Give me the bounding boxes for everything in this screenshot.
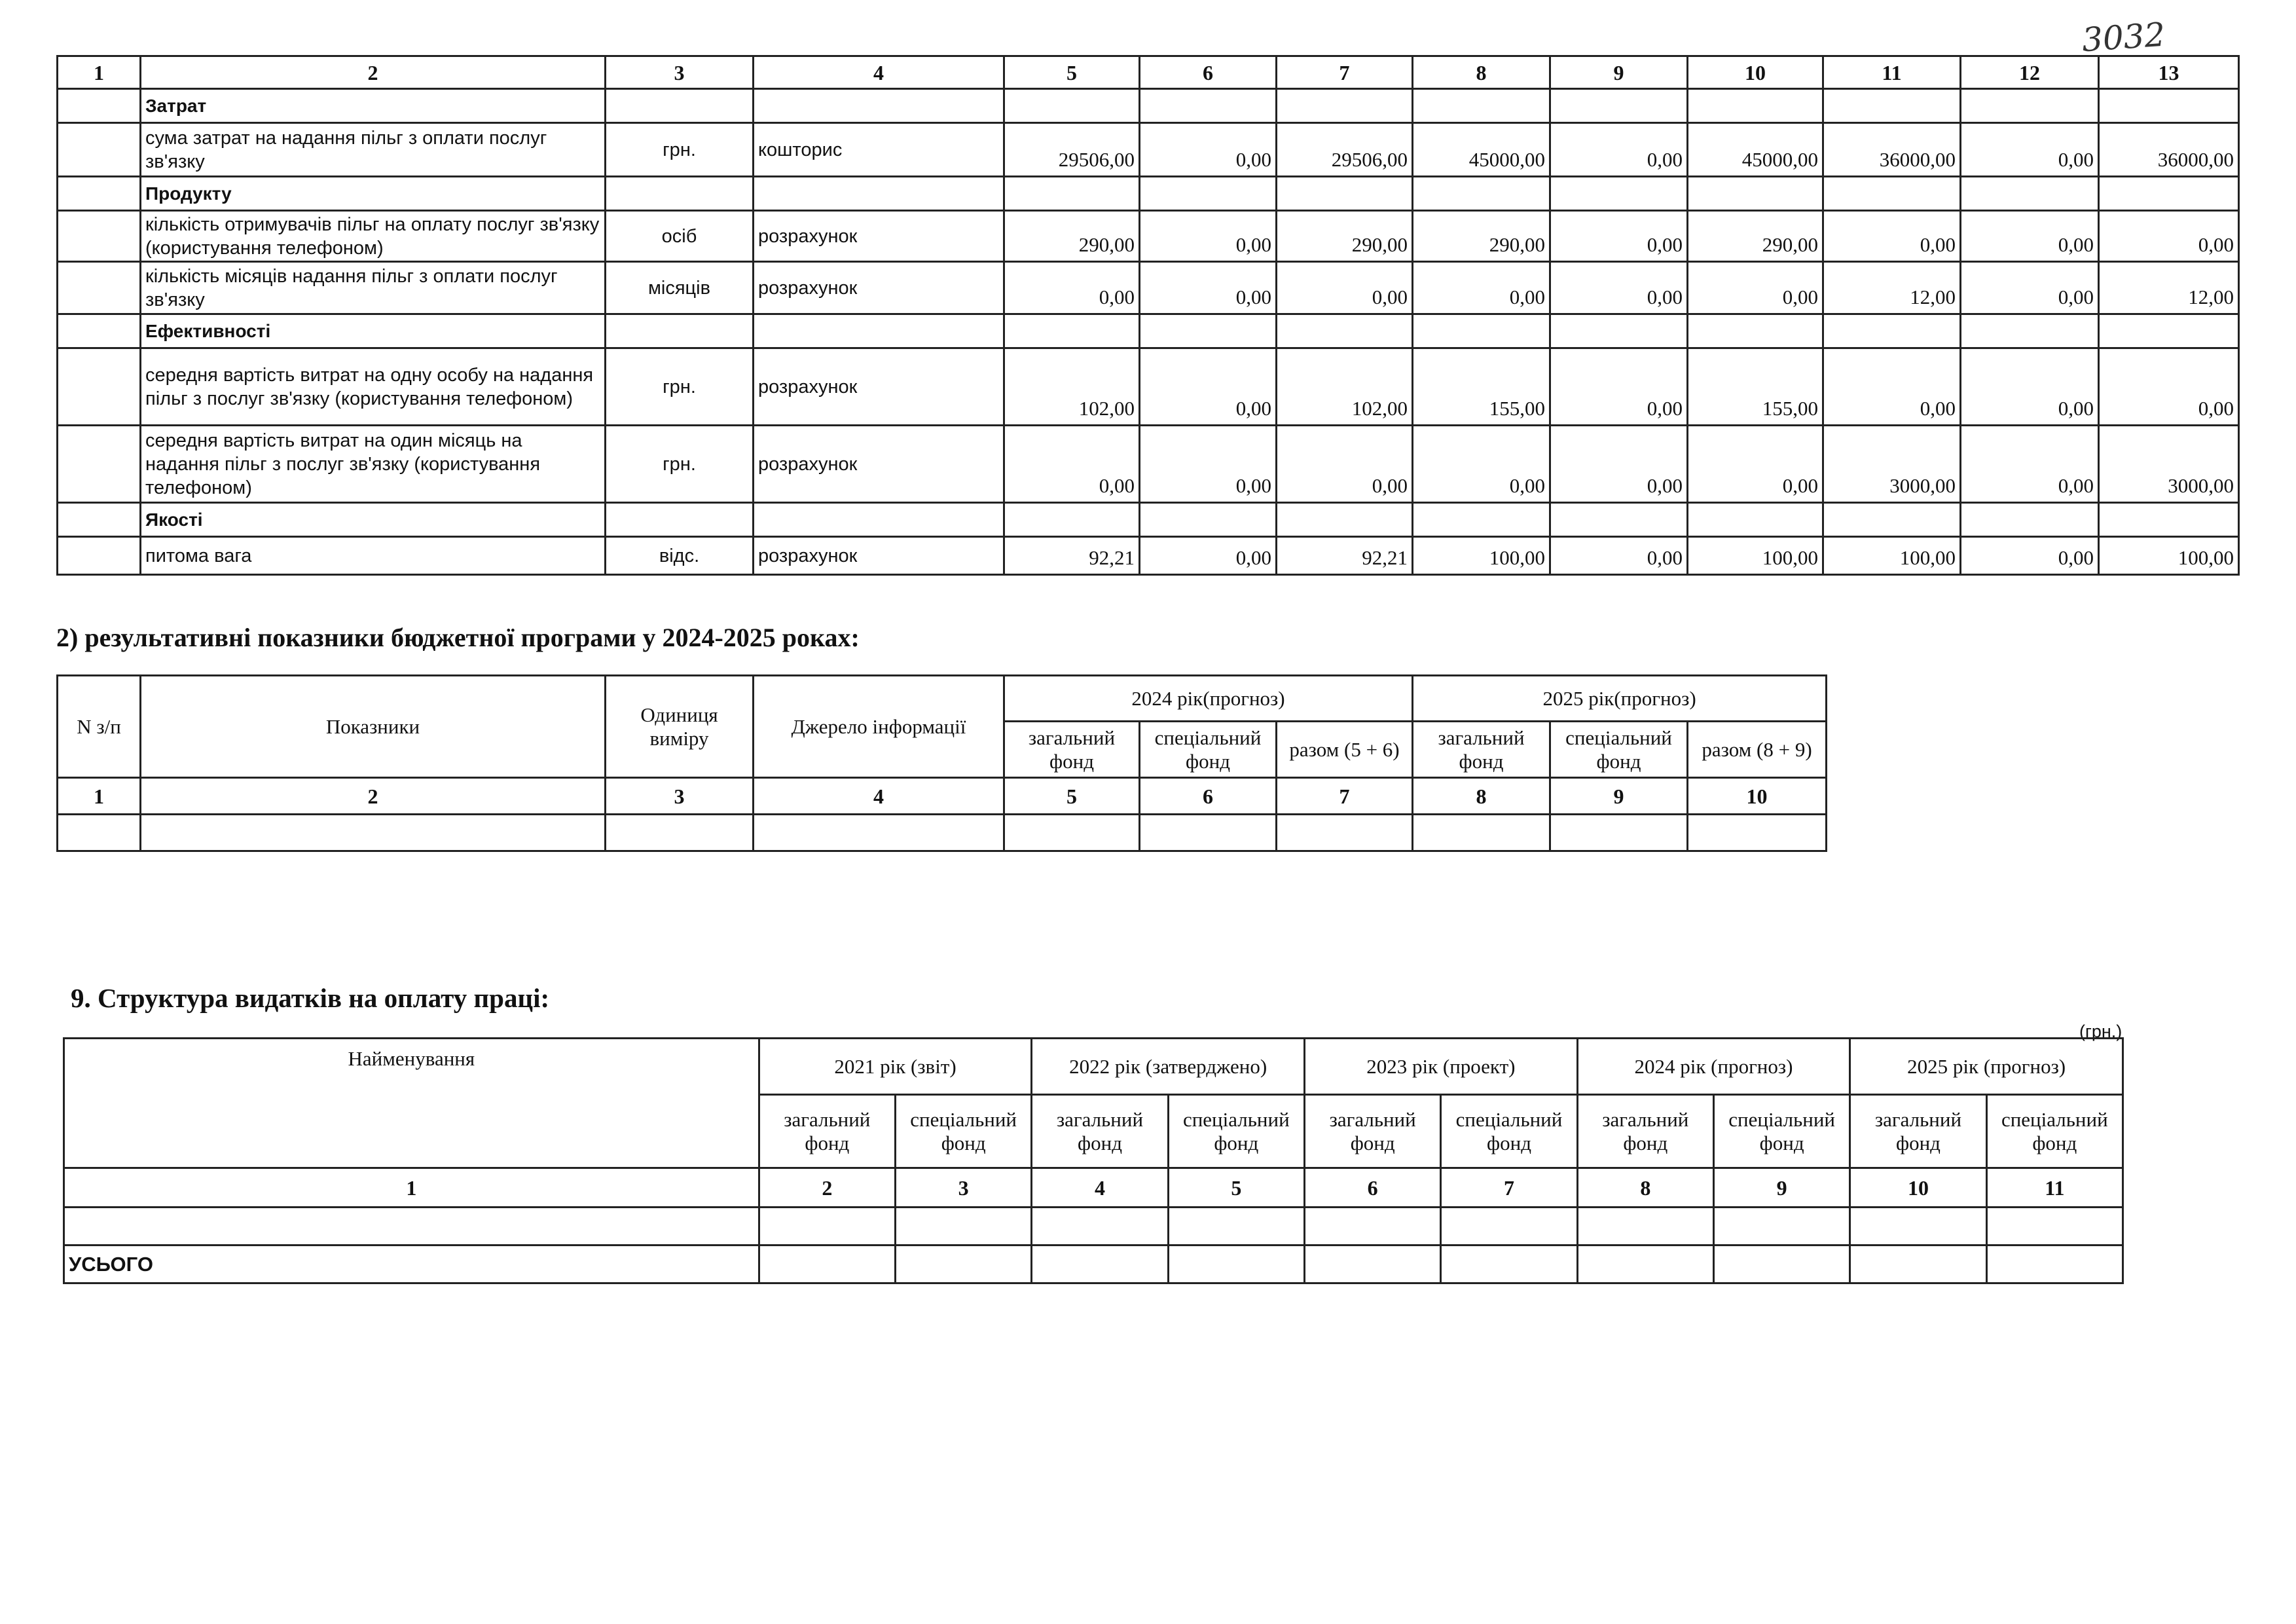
column-number: 5 (1004, 778, 1140, 815)
empty-cell (754, 89, 1004, 123)
total-label: УСЬОГО (64, 1246, 759, 1283)
column-number: 10 (1688, 56, 1823, 89)
unit-header: Одиниця виміру (606, 676, 754, 778)
column-number: 2 (141, 56, 606, 89)
empty-cell (2099, 177, 2239, 211)
general-fund-header: загальний фонд (1305, 1095, 1441, 1168)
indicator-value: 0,00 (1550, 537, 1688, 575)
column-number: 12 (1961, 56, 2099, 89)
empty-cell (606, 89, 754, 123)
column-number: 7 (1441, 1168, 1577, 1208)
year-header: 2023 рік (проект) (1305, 1039, 1578, 1095)
indicator-value: 0,00 (1961, 262, 2099, 314)
column-number: 11 (1986, 1168, 2123, 1208)
empty-cell (1688, 177, 1823, 211)
empty-cell (1140, 177, 1277, 211)
indicator-value: 155,00 (1688, 348, 1823, 426)
indicator-value: 0,00 (1961, 123, 2099, 177)
column-number-row (58, 778, 1827, 815)
indicator-name: середня вартість витрат на один місяць на надання пільг з послуг зв'язку (користування телефоном) (141, 426, 606, 503)
indicator-value: 100,00 (1413, 537, 1550, 575)
empty-cell (58, 177, 141, 211)
year-header: 2024 рік (прогноз) (1577, 1039, 1850, 1095)
empty-cell (1961, 503, 2099, 537)
category-row (58, 177, 2239, 211)
empty-cell (1688, 89, 1823, 123)
indicator-value: 0,00 (1004, 262, 1140, 314)
column-number: 7 (1277, 56, 1413, 89)
indicator-value: 290,00 (1004, 211, 1140, 262)
special-fund-header: спеціальний фонд (1168, 1095, 1304, 1168)
indicator-value: 12,00 (1823, 262, 1961, 314)
indicator-unit: осіб (606, 211, 754, 262)
indicator-value: 45000,00 (1688, 123, 1823, 177)
column-number: 3 (606, 56, 754, 89)
indicator-name: кількість отримувачів пільг на оплату послуг зв'язку (користування телефоном) (141, 211, 606, 262)
column-number: 7 (1277, 778, 1413, 815)
empty-cell (1004, 314, 1140, 348)
column-number: 11 (1823, 56, 1961, 89)
empty-row (58, 815, 1827, 851)
special-fund-header: спеціальний фонд (1986, 1095, 2123, 1168)
empty-cell (58, 314, 141, 348)
empty-cell (58, 503, 141, 537)
indicator-row (58, 262, 2239, 314)
indicator-source: кошторис (754, 123, 1004, 177)
indicator-row (58, 348, 2239, 426)
currency-unit-label: (грн.) (2079, 1022, 2123, 1041)
empty-cell (1140, 314, 1277, 348)
indicator-value: 0,00 (1277, 426, 1413, 503)
special-fund-header: спеціальний фонд (1140, 722, 1277, 778)
empty-cell (58, 89, 141, 123)
indicator-value: 92,21 (1004, 537, 1140, 575)
empty-cell (1550, 89, 1688, 123)
indicator-value: 0,00 (1140, 262, 1277, 314)
indicator-value: 0,00 (1550, 211, 1688, 262)
column-number: 10 (1850, 1168, 1986, 1208)
category-label: Затрат (141, 89, 606, 123)
indicator-value: 290,00 (1413, 211, 1550, 262)
column-number: 1 (58, 778, 141, 815)
indicator-value: 0,00 (1140, 211, 1277, 262)
indicator-value: 0,00 (1277, 262, 1413, 314)
empty-cell (58, 262, 141, 314)
category-row (58, 314, 2239, 348)
column-number: 4 (754, 56, 1004, 89)
indicator-value: 36000,00 (1823, 123, 1961, 177)
indicator-unit: місяців (606, 262, 754, 314)
empty-cell (1277, 314, 1413, 348)
empty-cell (606, 177, 754, 211)
indicator-value: 102,00 (1004, 348, 1140, 426)
empty-cell (58, 123, 141, 177)
column-number: 5 (1168, 1168, 1304, 1208)
empty-cell (1277, 177, 1413, 211)
section9-heading: 9. Структура видатків на оплату праці: (71, 983, 550, 1013)
indicator-value: 12,00 (2099, 262, 2239, 314)
total-row (64, 1246, 2123, 1283)
empty-cell (1961, 89, 2099, 123)
indicator-source: розрахунок (754, 211, 1004, 262)
empty-cell (1823, 503, 1961, 537)
indicator-name: кількість місяців надання пільг з оплати послуг зв'язку (141, 262, 606, 314)
indicator-source: розрахунок (754, 348, 1004, 426)
empty-cell (2099, 314, 2239, 348)
indicator-unit: грн. (606, 123, 754, 177)
indicator-value: 0,00 (1688, 262, 1823, 314)
column-number: 9 (1550, 778, 1688, 815)
indicator-value: 100,00 (2099, 537, 2239, 575)
indicator-row (58, 426, 2239, 503)
column-number: 1 (64, 1168, 759, 1208)
year-2025-header: 2025 рік(прогноз) (1413, 676, 1827, 722)
salary-structure-table (63, 1037, 2124, 1284)
column-number: 6 (1305, 1168, 1441, 1208)
year-2024-header: 2024 рік(прогноз) (1004, 676, 1413, 722)
special-fund-header: спеціальний фонд (1550, 722, 1688, 778)
indicator-value: 0,00 (2099, 348, 2239, 426)
indicator-row (58, 537, 2239, 575)
indicator-value: 0,00 (1550, 426, 1688, 503)
empty-cell (1961, 177, 2099, 211)
empty-cell (1688, 314, 1823, 348)
category-label: Ефективності (141, 314, 606, 348)
empty-cell (1413, 503, 1550, 537)
year-header: 2021 рік (звіт) (759, 1039, 1032, 1095)
empty-cell (1823, 314, 1961, 348)
empty-cell (2099, 89, 2239, 123)
total-header: разом (8 + 9) (1688, 722, 1827, 778)
indicator-row (58, 211, 2239, 262)
general-fund-header: загальний фонд (1413, 722, 1550, 778)
column-number: 3 (896, 1168, 1032, 1208)
indicator-value: 0,00 (1413, 262, 1550, 314)
general-fund-header: загальний фонд (759, 1095, 895, 1168)
indicator-value: 290,00 (1277, 211, 1413, 262)
indicator-value: 3000,00 (2099, 426, 2239, 503)
indicators-header: Показники (141, 676, 606, 778)
indicator-value: 100,00 (1688, 537, 1823, 575)
empty-cell (1961, 314, 2099, 348)
column-number: 2 (759, 1168, 895, 1208)
indicator-value: 0,00 (1823, 348, 1961, 426)
empty-cell (1823, 89, 1961, 123)
empty-cell (606, 314, 754, 348)
empty-cell (58, 348, 141, 426)
indicator-value: 100,00 (1823, 537, 1961, 575)
indicator-value: 0,00 (1961, 537, 2099, 575)
column-number: 13 (2099, 56, 2239, 89)
indicator-name: середня вартість витрат на одну особу на надання пільг з послуг зв'язку (користування телефоном) (141, 348, 606, 426)
empty-cell (1004, 503, 1140, 537)
indicator-value: 3000,00 (1823, 426, 1961, 503)
special-fund-header: спеціальний фонд (1441, 1095, 1577, 1168)
indicator-value: 0,00 (1413, 426, 1550, 503)
special-fund-header: спеціальний фонд (1713, 1095, 1850, 1168)
column-number-row (64, 1168, 2123, 1208)
category-label: Продукту (141, 177, 606, 211)
column-number: 6 (1140, 56, 1277, 89)
empty-cell (58, 537, 141, 575)
indicator-value: 0,00 (1140, 348, 1277, 426)
column-number: 5 (1004, 56, 1140, 89)
general-fund-header: загальний фонд (1032, 1095, 1168, 1168)
indicator-value: 0,00 (1823, 211, 1961, 262)
empty-cell (58, 426, 141, 503)
general-fund-header: загальний фонд (1577, 1095, 1713, 1168)
indicator-source: розрахунок (754, 262, 1004, 314)
empty-cell (1550, 177, 1688, 211)
source-header: Джерело інформації (754, 676, 1004, 778)
column-number: 4 (754, 778, 1004, 815)
indicator-value: 0,00 (1004, 426, 1140, 503)
empty-cell (1688, 503, 1823, 537)
indicator-value: 0,00 (1140, 123, 1277, 177)
empty-cell (754, 314, 1004, 348)
indicator-unit: відс. (606, 537, 754, 575)
indicator-value: 0,00 (1550, 123, 1688, 177)
empty-cell (1140, 503, 1277, 537)
column-number: 3 (606, 778, 754, 815)
indicator-value: 0,00 (1140, 537, 1277, 575)
empty-cell (1140, 89, 1277, 123)
indicator-value: 0,00 (1961, 426, 2099, 503)
indicator-row (58, 123, 2239, 177)
column-number: 1 (58, 56, 141, 89)
empty-cell (1277, 89, 1413, 123)
indicator-value: 0,00 (1961, 211, 2099, 262)
column-number: 9 (1713, 1168, 1850, 1208)
indicator-unit: грн. (606, 348, 754, 426)
indicator-source: розрахунок (754, 537, 1004, 575)
total-header: разом (5 + 6) (1277, 722, 1413, 778)
empty-row (64, 1208, 2123, 1246)
indicator-value: 0,00 (1688, 426, 1823, 503)
column-number: 8 (1577, 1168, 1713, 1208)
indicator-source: розрахунок (754, 426, 1004, 503)
empty-cell (1004, 177, 1140, 211)
column-number: 8 (1413, 778, 1550, 815)
column-number-row (58, 56, 2239, 89)
column-number: 10 (1688, 778, 1827, 815)
indicator-value: 92,21 (1277, 537, 1413, 575)
indicator-name: питома вага (141, 537, 606, 575)
indicator-value: 0,00 (1140, 426, 1277, 503)
indicator-value: 0,00 (1961, 348, 2099, 426)
empty-cell (1413, 89, 1550, 123)
empty-cell (2099, 503, 2239, 537)
empty-cell (1413, 314, 1550, 348)
empty-cell (1413, 177, 1550, 211)
category-row (58, 89, 2239, 123)
indicator-value: 36000,00 (2099, 123, 2239, 177)
empty-cell (754, 503, 1004, 537)
indicator-value: 290,00 (1688, 211, 1823, 262)
section2-heading: 2) результативні показники бюджетної програми у 2024-2025 роках: (56, 623, 860, 652)
general-fund-header: загальний фонд (1004, 722, 1140, 778)
category-label: Якості (141, 503, 606, 537)
page-number: 3032 (2081, 15, 2167, 60)
num-header: N з/п (58, 676, 141, 778)
indicator-unit: грн. (606, 426, 754, 503)
column-number: 9 (1550, 56, 1688, 89)
empty-cell (1823, 177, 1961, 211)
empty-cell (1550, 503, 1688, 537)
column-number: 2 (141, 778, 606, 815)
year-header: 2025 рік (прогноз) (1850, 1039, 2123, 1095)
column-number: 6 (1140, 778, 1277, 815)
empty-cell (1004, 89, 1140, 123)
category-row (58, 503, 2239, 537)
indicator-value: 29506,00 (1277, 123, 1413, 177)
empty-cell (754, 177, 1004, 211)
empty-cell (606, 503, 754, 537)
empty-cell (58, 211, 141, 262)
empty-cell (1277, 503, 1413, 537)
year-header: 2022 рік (затверджено) (1032, 1039, 1305, 1095)
results-2024-2025-table (56, 674, 1827, 852)
indicator-value: 155,00 (1413, 348, 1550, 426)
column-number: 4 (1032, 1168, 1168, 1208)
indicator-value: 29506,00 (1004, 123, 1140, 177)
indicator-value: 45000,00 (1413, 123, 1550, 177)
general-fund-header: загальний фонд (1850, 1095, 1986, 1168)
column-number: 8 (1413, 56, 1550, 89)
indicator-name: сума затрат на надання пільг з оплати послуг зв'язку (141, 123, 606, 177)
indicators-table (56, 55, 2240, 576)
indicator-value: 0,00 (2099, 211, 2239, 262)
special-fund-header: спеціальний фонд (896, 1095, 1032, 1168)
indicator-value: 0,00 (1550, 348, 1688, 426)
empty-cell (1550, 314, 1688, 348)
name-header: Найменування (64, 1039, 759, 1168)
indicator-value: 0,00 (1550, 262, 1688, 314)
indicator-value: 102,00 (1277, 348, 1413, 426)
